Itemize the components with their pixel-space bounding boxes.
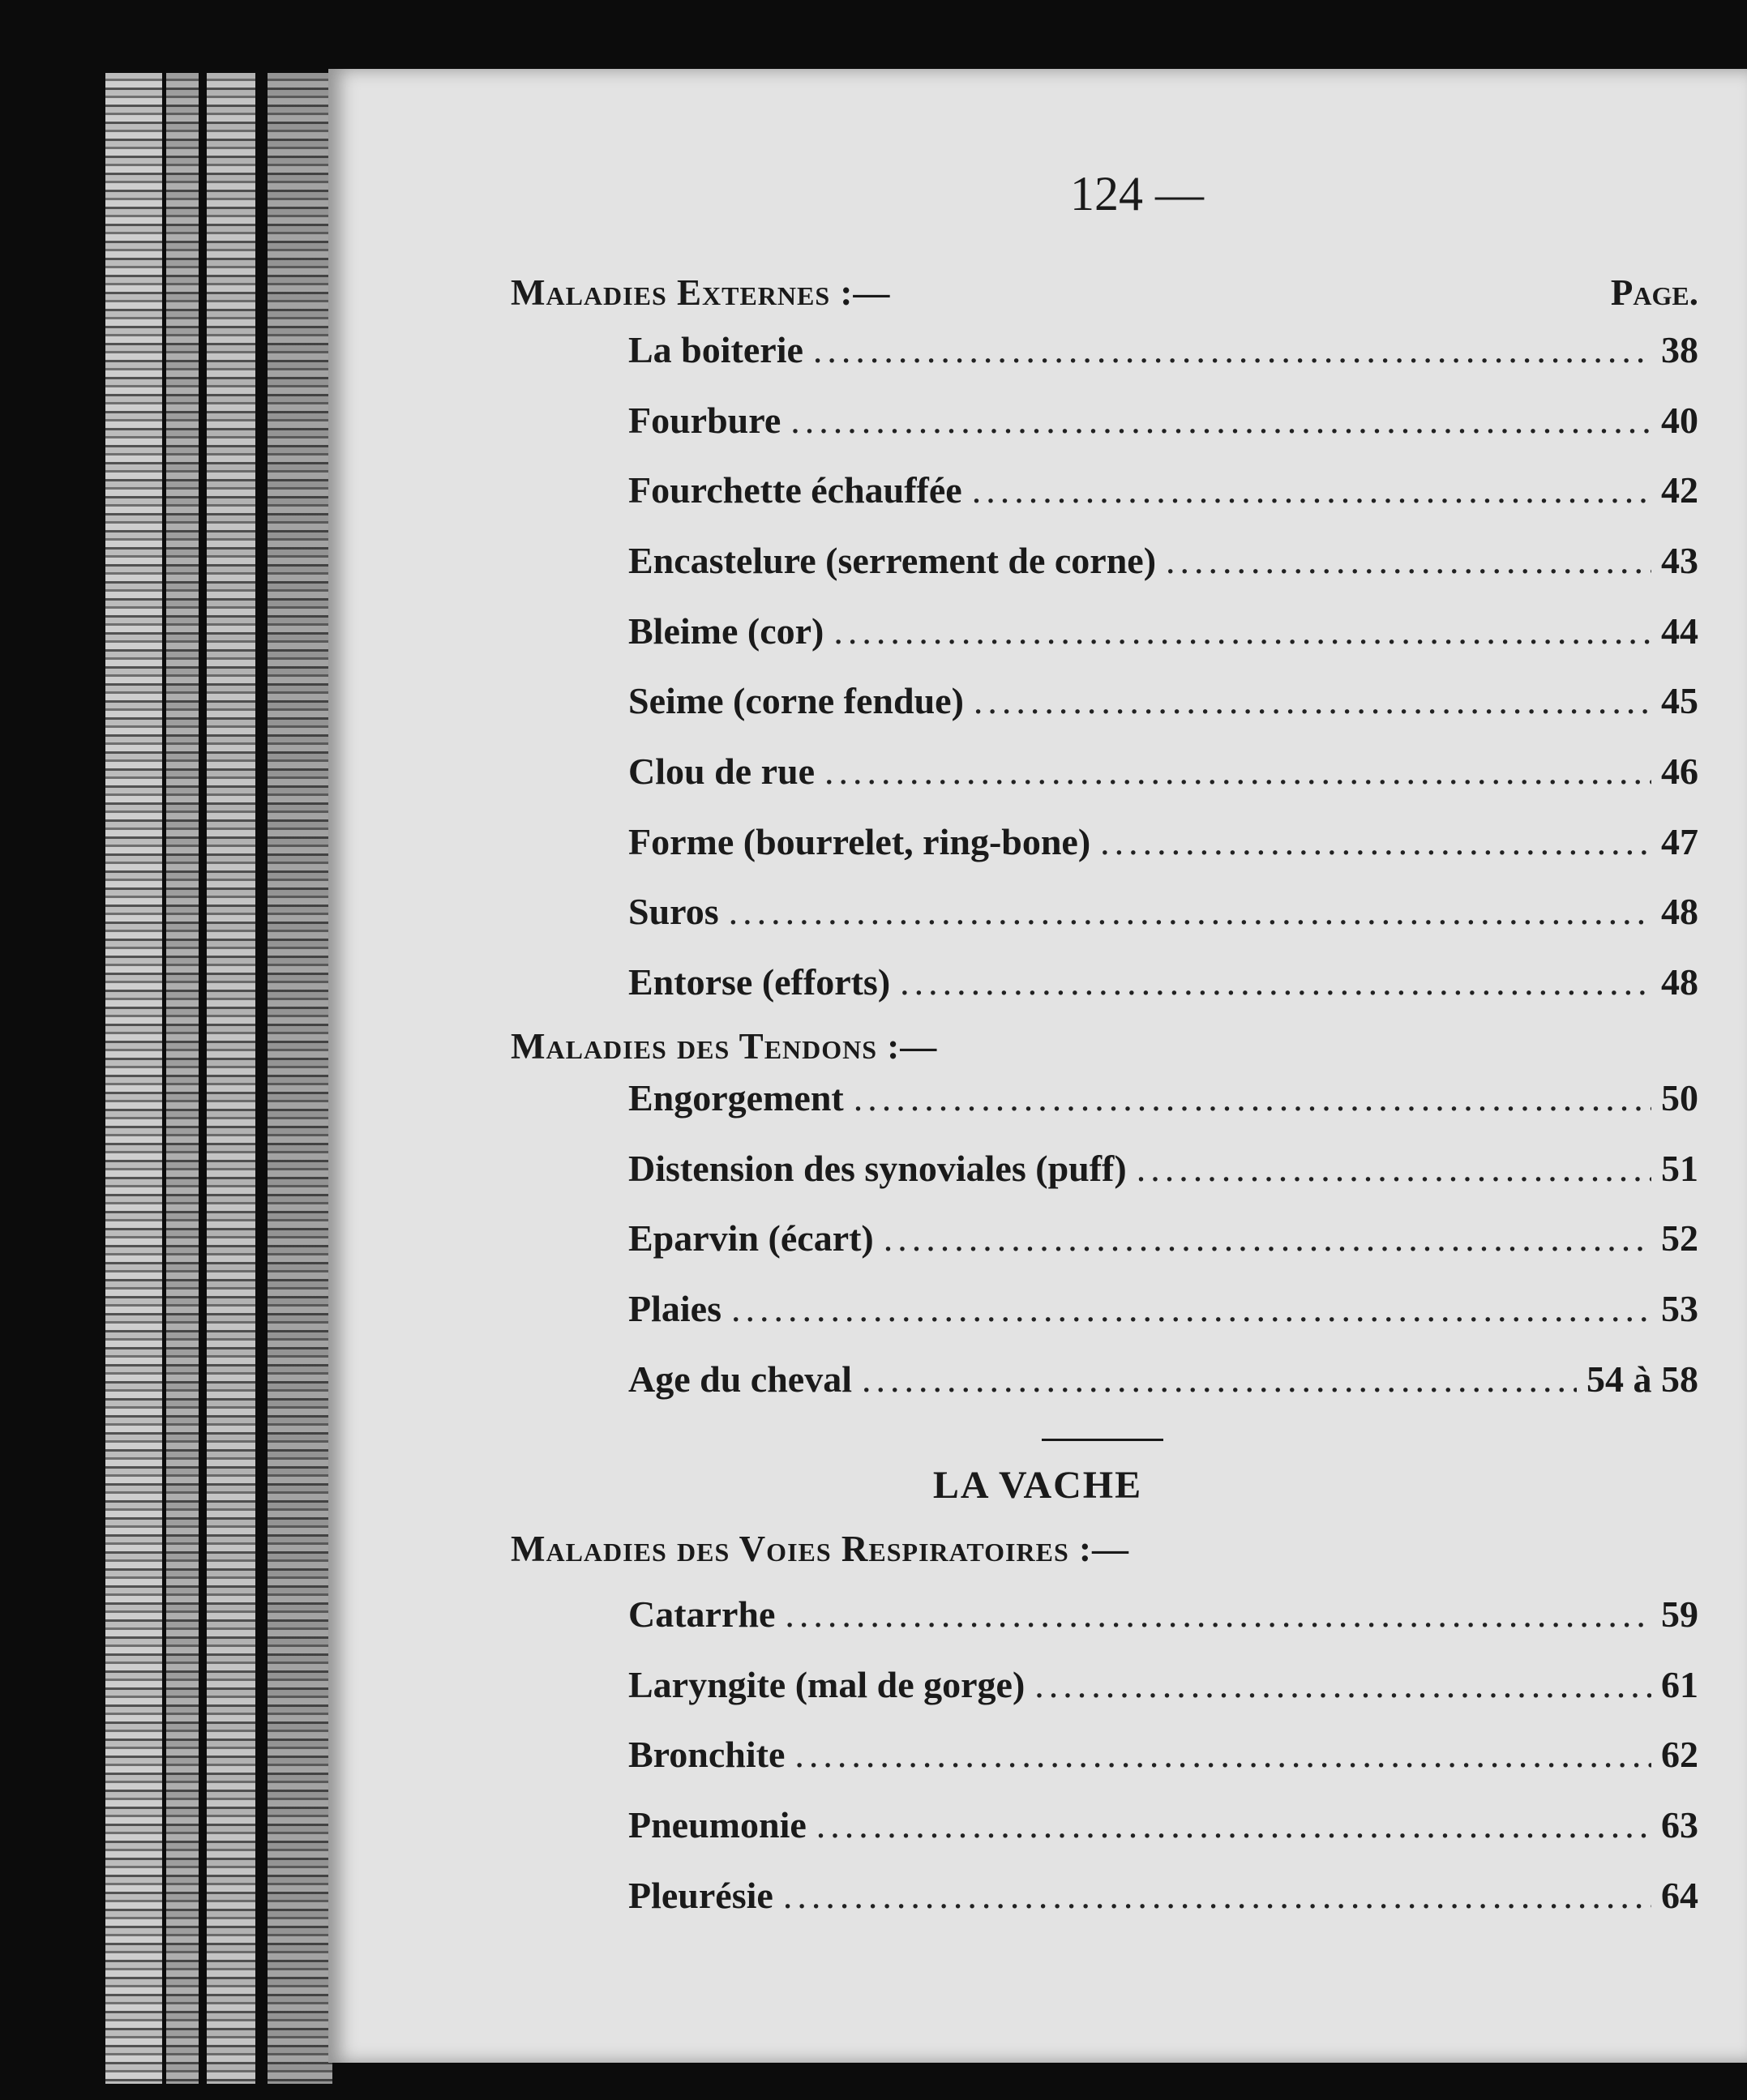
entry-label: Age du cheval: [628, 1358, 852, 1400]
page-edge-strip: [166, 73, 199, 2084]
entry-label: Distension des synoviales (puff): [628, 1148, 1127, 1189]
toc-entry: [628, 468, 1698, 517]
entry-page: 43: [1661, 540, 1698, 581]
entry-label: Fourbure: [628, 400, 781, 441]
toc-entry: [628, 1593, 1698, 1641]
toc-entry: [628, 1663, 1698, 1712]
entry-page: 46: [1661, 751, 1698, 792]
dot-leader: [813, 328, 1651, 371]
toc-entry: [628, 1358, 1698, 1406]
entry-page: 63: [1661, 1804, 1698, 1846]
entry-label: Entorse (efforts): [628, 961, 891, 1003]
dot-leader: [833, 609, 1651, 652]
toc-entry: [628, 1287, 1698, 1336]
separator-rule: [1042, 1439, 1163, 1441]
dot-leader: [1166, 539, 1651, 582]
entry-page: 44: [1661, 610, 1698, 652]
entry-label: Fourchette échauffée: [628, 469, 962, 511]
entry-page: 51: [1661, 1148, 1698, 1189]
toc-entry: [628, 1803, 1698, 1852]
entry-page: 53: [1661, 1288, 1698, 1329]
entry-label: La boiterie: [628, 329, 803, 370]
entry-label: Catarrhe: [628, 1593, 776, 1635]
section-heading-maladies-tendons: Maladies des Tendons :—: [511, 1026, 938, 1067]
entry-page: 50: [1661, 1077, 1698, 1118]
entry-page: 61: [1661, 1664, 1698, 1705]
dot-leader: [1137, 1147, 1651, 1190]
toc-entry: [628, 750, 1698, 798]
entry-label: Plaies: [628, 1288, 721, 1329]
dot-leader: [974, 679, 1651, 722]
column-label-page: Page.: [1610, 272, 1698, 313]
page-number: 124 —: [1070, 167, 1204, 220]
dot-leader: [972, 468, 1651, 511]
entry-page: 48: [1661, 961, 1698, 1003]
section-title-la-vache: LA VACHE: [932, 1464, 1143, 1507]
entry-page: 45: [1661, 680, 1698, 721]
dot-leader: [884, 1217, 1651, 1260]
toc-entry: [628, 539, 1698, 588]
entry-label: Suros: [628, 891, 719, 932]
entry-label: Engorgement: [628, 1077, 844, 1118]
entry-page: 38: [1661, 329, 1698, 370]
toc-entry: [628, 890, 1698, 939]
entry-label: Encastelure (serrement de corne): [628, 540, 1157, 581]
toc-entry: [628, 1147, 1698, 1195]
dot-leader: [790, 399, 1651, 442]
entry-page: 48: [1661, 891, 1698, 932]
dot-leader: [900, 960, 1651, 1003]
toc-entry: [628, 820, 1698, 869]
entry-page: 42: [1661, 469, 1698, 511]
entry-label: Laryngite (mal de gorge): [628, 1664, 1026, 1705]
entry-page: 62: [1661, 1734, 1698, 1775]
entry-page: 64: [1661, 1875, 1698, 1916]
entry-label: Bleime (cor): [628, 610, 824, 652]
entry-page: 52: [1661, 1217, 1698, 1259]
entry-label: Bronchite: [628, 1734, 786, 1775]
toc-entry: [628, 609, 1698, 658]
entry-page: 54 à 58: [1586, 1358, 1698, 1400]
page-edge-strip: [105, 73, 162, 2084]
toc-entry: [628, 679, 1698, 728]
entry-page: 47: [1661, 821, 1698, 862]
dot-leader: [1100, 820, 1651, 863]
toc-entry: [628, 399, 1698, 447]
book-page: [328, 69, 1747, 2063]
dot-leader: [1034, 1663, 1651, 1706]
dot-leader: [731, 1287, 1651, 1330]
section-heading-voies-respiratoires: Maladies des Voies Respiratoires :—: [511, 1529, 1129, 1569]
toc-entry: [628, 960, 1698, 1009]
entry-page: 59: [1661, 1593, 1698, 1635]
entry-page: 40: [1661, 400, 1698, 441]
dot-leader: [783, 1874, 1651, 1917]
dot-leader: [785, 1593, 1651, 1636]
dot-leader: [824, 750, 1651, 793]
entry-label: Pneumonie: [628, 1804, 807, 1846]
dot-leader: [794, 1733, 1651, 1776]
dot-leader: [854, 1076, 1651, 1119]
entry-label: Pleurésie: [628, 1875, 773, 1916]
entry-label: Seime (corne fendue): [628, 680, 964, 721]
entry-label: Forme (bourrelet, ring-bone): [628, 821, 1091, 862]
dot-leader: [729, 890, 1651, 933]
dot-leader: [862, 1358, 1577, 1401]
page-edge-strip: [207, 73, 255, 2084]
toc-entry: [628, 1076, 1698, 1125]
toc-entry: [628, 328, 1698, 377]
page-edge-strip: [268, 73, 332, 2084]
toc-entry: [628, 1217, 1698, 1265]
dot-leader: [816, 1803, 1651, 1846]
toc-entry: [628, 1733, 1698, 1781]
toc-entry: [628, 1874, 1698, 1923]
section-heading-maladies-externes: Maladies Externes :—: [511, 272, 891, 313]
entry-label: Clou de rue: [628, 751, 815, 792]
entry-label: Eparvin (écart): [628, 1217, 874, 1259]
